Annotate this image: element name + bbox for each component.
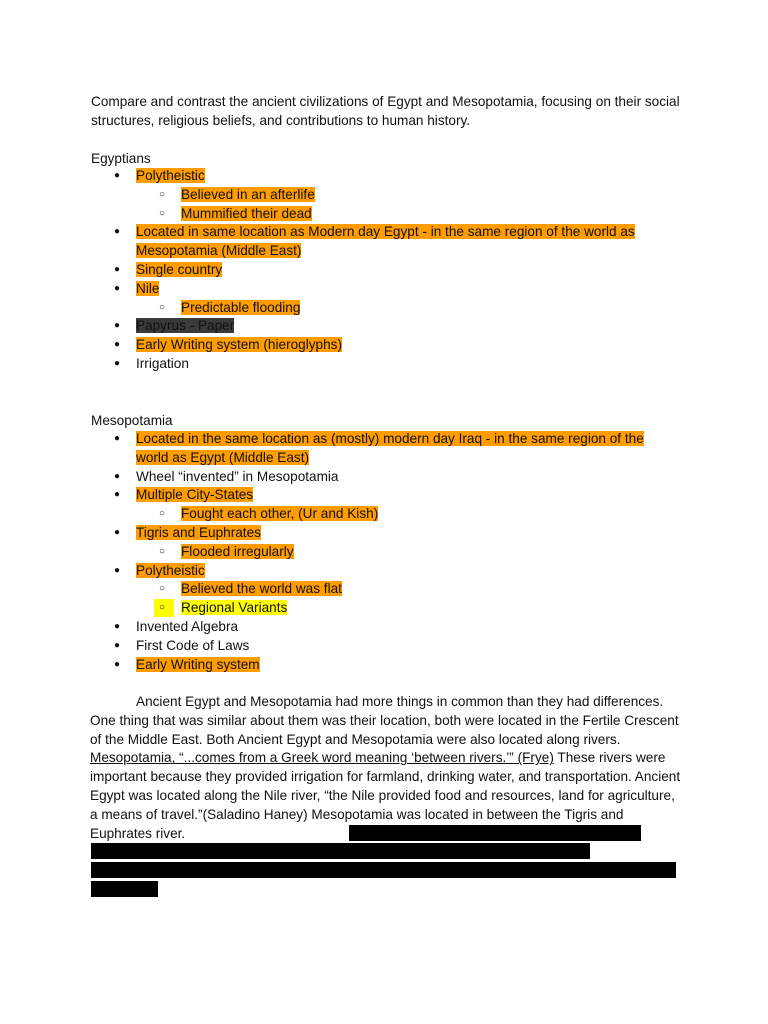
circle-bullet-icon: ○ [159,583,166,595]
egypt-heading: Egyptians [91,151,151,166]
list-item: ● Papyrus - Paper [114,318,235,334]
list-item: ● Polytheistic [114,562,205,578]
redaction-bar [91,862,676,878]
bullet-icon: ● [114,282,121,294]
list-item: ○ Predictable flooding [159,299,301,315]
list-item: ● Single country [114,261,223,277]
mesopotamia-heading: Mesopotamia [91,413,173,428]
list-item: ○ Flooded irregularly [159,543,294,559]
list-item: ● Polytheistic [114,168,205,183]
essay-prompt: Compare and contrast the ancient civilizations of Egypt and Mesopotamia, focusing on their social structures, religious beliefs, and contributions to human history. [91,94,680,128]
bullet-icon: ● [114,526,121,538]
list-item: ● Nile [114,280,160,296]
bullet-icon: ● [114,564,121,576]
list-item: ○ Believed the world was flat [159,581,342,597]
circle-bullet-icon: ○ [159,545,166,557]
list-item: ○ Regional Variants [0,599,768,618]
bullet-icon: ● [114,470,121,482]
circle-bullet-icon: ○ [159,207,166,219]
bullet-icon: ● [114,489,121,501]
bullet-icon: ● [114,320,121,332]
mesopotamia-list [0,430,768,674]
circle-bullet-icon: ○ [159,188,166,200]
quote-underlined: Mesopotamia, “...comes from a Greek word meaning ‘between rivers.’” (Frye) [90,750,554,766]
circle-bullet-icon: ○ [159,602,166,614]
egypt-list [0,167,768,374]
list-item: ● Wheel “invented” in Mesopotamia [114,468,339,484]
bullet-icon: ● [114,639,121,651]
redaction-bar [91,843,590,859]
list-item: ● Irrigation [114,355,189,371]
circle-bullet-icon: ○ [159,508,166,520]
list-item: ● First Code of Laws [114,637,250,653]
circle-bullet-icon: ○ [159,301,166,313]
list-item: ● Early Writing system [114,656,260,672]
list-item: ● Located in same location as Modern day Egypt - in the same region of the world as Mesopotamia (Middle East) [114,224,635,259]
bullet-icon: ● [114,170,121,181]
list-item: ● Tigris and Euphrates [114,524,261,540]
redaction-bar [349,825,641,841]
list-item: ● Early Writing system (hieroglyphs) [114,337,342,353]
bullet-icon: ● [114,658,121,670]
list-item: ● Located in the same location as (mostly) modern day Iraq - in the same region of the world as Egypt (Middle East) [114,431,644,465]
bullet-icon: ● [114,357,121,369]
bullet-icon: ● [114,339,121,351]
list-item: ○ Believed in an afterlife [159,186,315,202]
list-item: ● Invented Algebra [114,618,239,634]
bullet-icon: ● [114,226,121,238]
essay-paragraph: Ancient Egypt and Mesopotamia had more things in common than they had differences. One thing that was similar about them was their location, both were located in the Fertile Crescent of the Middle East. Both Ancient Egypt and Mesopotamia were also located along rivers. Mesopotamia, “...comes from a Greek word meaning ‘between rivers.’” (Frye) These rivers were important because they provided irrigation for farmland, drinking water, and transportation. Ancient Egypt was located along the Nile river, “the Nile provided food and resources, land for agriculture, a means of travel.”(Saladino Haney) Mesopotamia was located in between the Tigris and Euphrates river. [90,694,681,841]
list-item: ○ Fought each other, (Ur and Kish) [159,506,379,522]
bullet-icon: ● [114,263,121,275]
bullet-icon: ● [114,433,121,444]
list-item: ○ Mummified their dead [159,205,312,221]
list-item: ● Multiple City-States [114,487,254,503]
bullet-icon: ● [114,620,121,632]
redaction-bar [91,881,158,897]
